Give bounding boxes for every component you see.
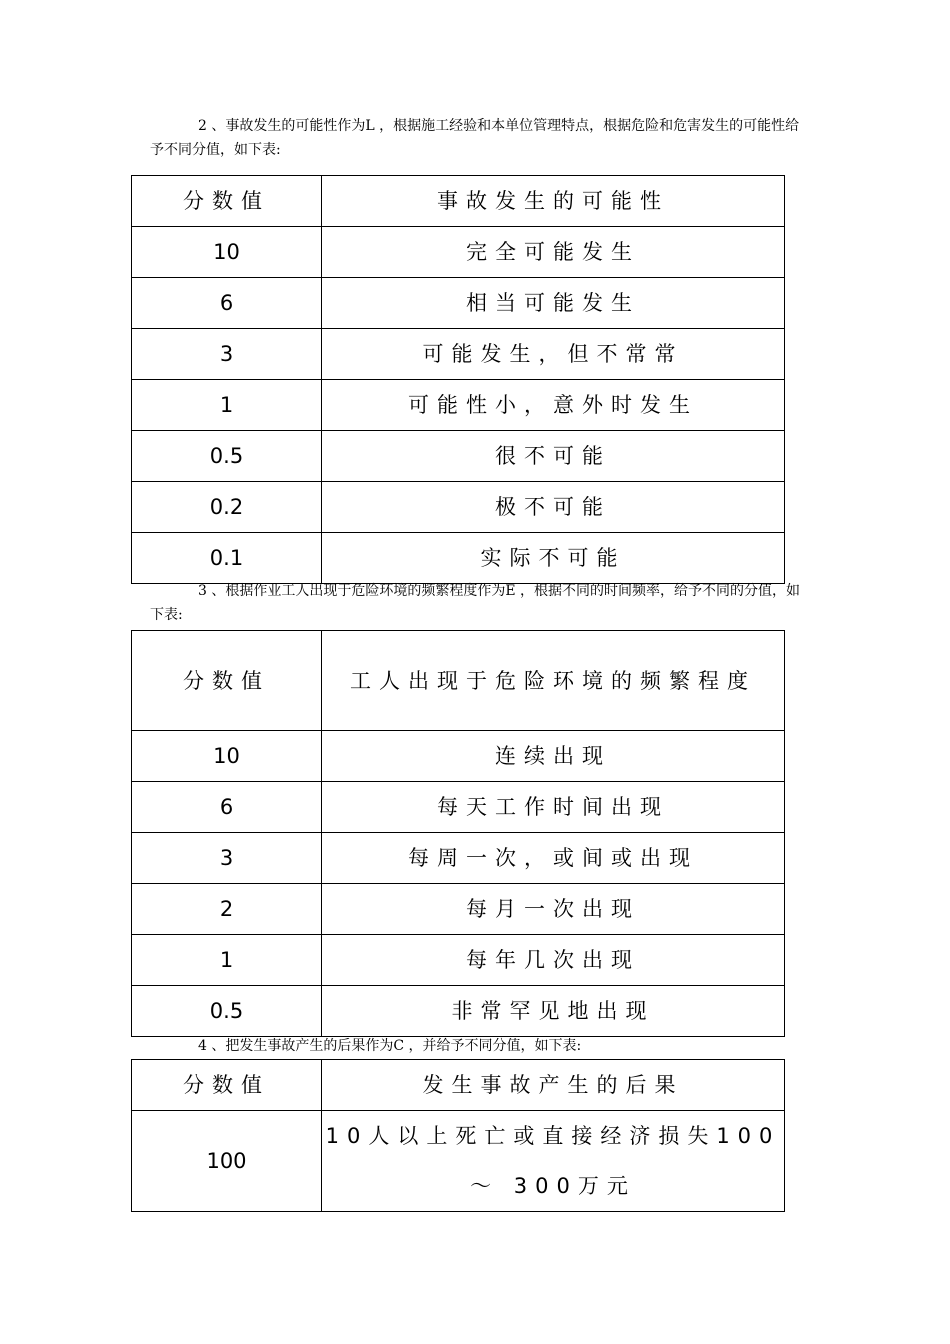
score-cell: 1 [132, 380, 322, 431]
table-row [132, 782, 785, 833]
score-cell: 6 [132, 278, 322, 329]
description-cell: 10人以上死亡或直接经济损失100 ～ 300万元 [322, 1111, 785, 1212]
consequence-table [131, 1059, 785, 1212]
table-row [132, 227, 785, 278]
header-score: 分数值 [132, 1060, 322, 1111]
description-cell: 很不可能 [322, 431, 785, 482]
table-header-row [132, 176, 785, 227]
exposure-table [131, 630, 785, 1037]
section2-intro: 2 、事故发生的可能性作为L ，根据施工经验和本单位管理特点，根据危险和危害发生的可能性给予不同分值，如下表: [150, 118, 800, 158]
section3-intro: 3 、根据作业工人出现于危险环境的频繁程度作为E ，根据不同的时间频率，给予不同的分值，如下表: [150, 583, 801, 623]
table-row [132, 884, 785, 935]
score-cell: 0.1 [132, 533, 322, 584]
table-row [132, 329, 785, 380]
table-row [132, 731, 785, 782]
table-header-row [132, 1060, 785, 1111]
score-cell: 2 [132, 884, 322, 935]
score-cell: 100 [132, 1111, 322, 1212]
table-row [132, 986, 785, 1037]
table-row [132, 533, 785, 584]
header-score: 分数值 [132, 631, 322, 731]
table-row [132, 833, 785, 884]
table-header-row [132, 631, 785, 731]
description-cell: 非常罕见地出现 [322, 986, 785, 1037]
table-row [132, 380, 785, 431]
description-cell: 相当可能发生 [322, 278, 785, 329]
description-cell: 每天工作时间出现 [322, 782, 785, 833]
header-exposure: 工人出现于危险环境的频繁程度 [322, 631, 785, 731]
header-likelihood: 事故发生的可能性 [322, 176, 785, 227]
score-cell: 0.2 [132, 482, 322, 533]
table-row [132, 278, 785, 329]
score-cell: 1 [132, 935, 322, 986]
description-cell: 可能发生，但不常常 [322, 329, 785, 380]
section4-intro: 4 、把发生事故产生的后果作为C ，并给予不同分值，如下表: [198, 1038, 582, 1054]
description-cell: 极不可能 [322, 482, 785, 533]
score-cell: 10 [132, 227, 322, 278]
header-score: 分数值 [132, 176, 322, 227]
description-cell: 每月一次出现 [322, 884, 785, 935]
table-row [132, 482, 785, 533]
description-cell: 可能性小，意外时发生 [322, 380, 785, 431]
score-cell: 3 [132, 329, 322, 380]
header-consequence: 发生事故产生的后果 [322, 1060, 785, 1111]
score-cell: 3 [132, 833, 322, 884]
table-row [132, 1111, 785, 1212]
table-row [132, 431, 785, 482]
description-cell: 完全可能发生 [322, 227, 785, 278]
score-cell: 6 [132, 782, 322, 833]
score-cell: 10 [132, 731, 322, 782]
description-cell: 每周一次，或间或出现 [322, 833, 785, 884]
description-cell: 每年几次出现 [322, 935, 785, 986]
description-cell: 实际不可能 [322, 533, 785, 584]
table-row [132, 935, 785, 986]
score-cell: 0.5 [132, 431, 322, 482]
score-cell: 0.5 [132, 986, 322, 1037]
likelihood-table [131, 175, 785, 584]
description-cell: 连续出现 [322, 731, 785, 782]
